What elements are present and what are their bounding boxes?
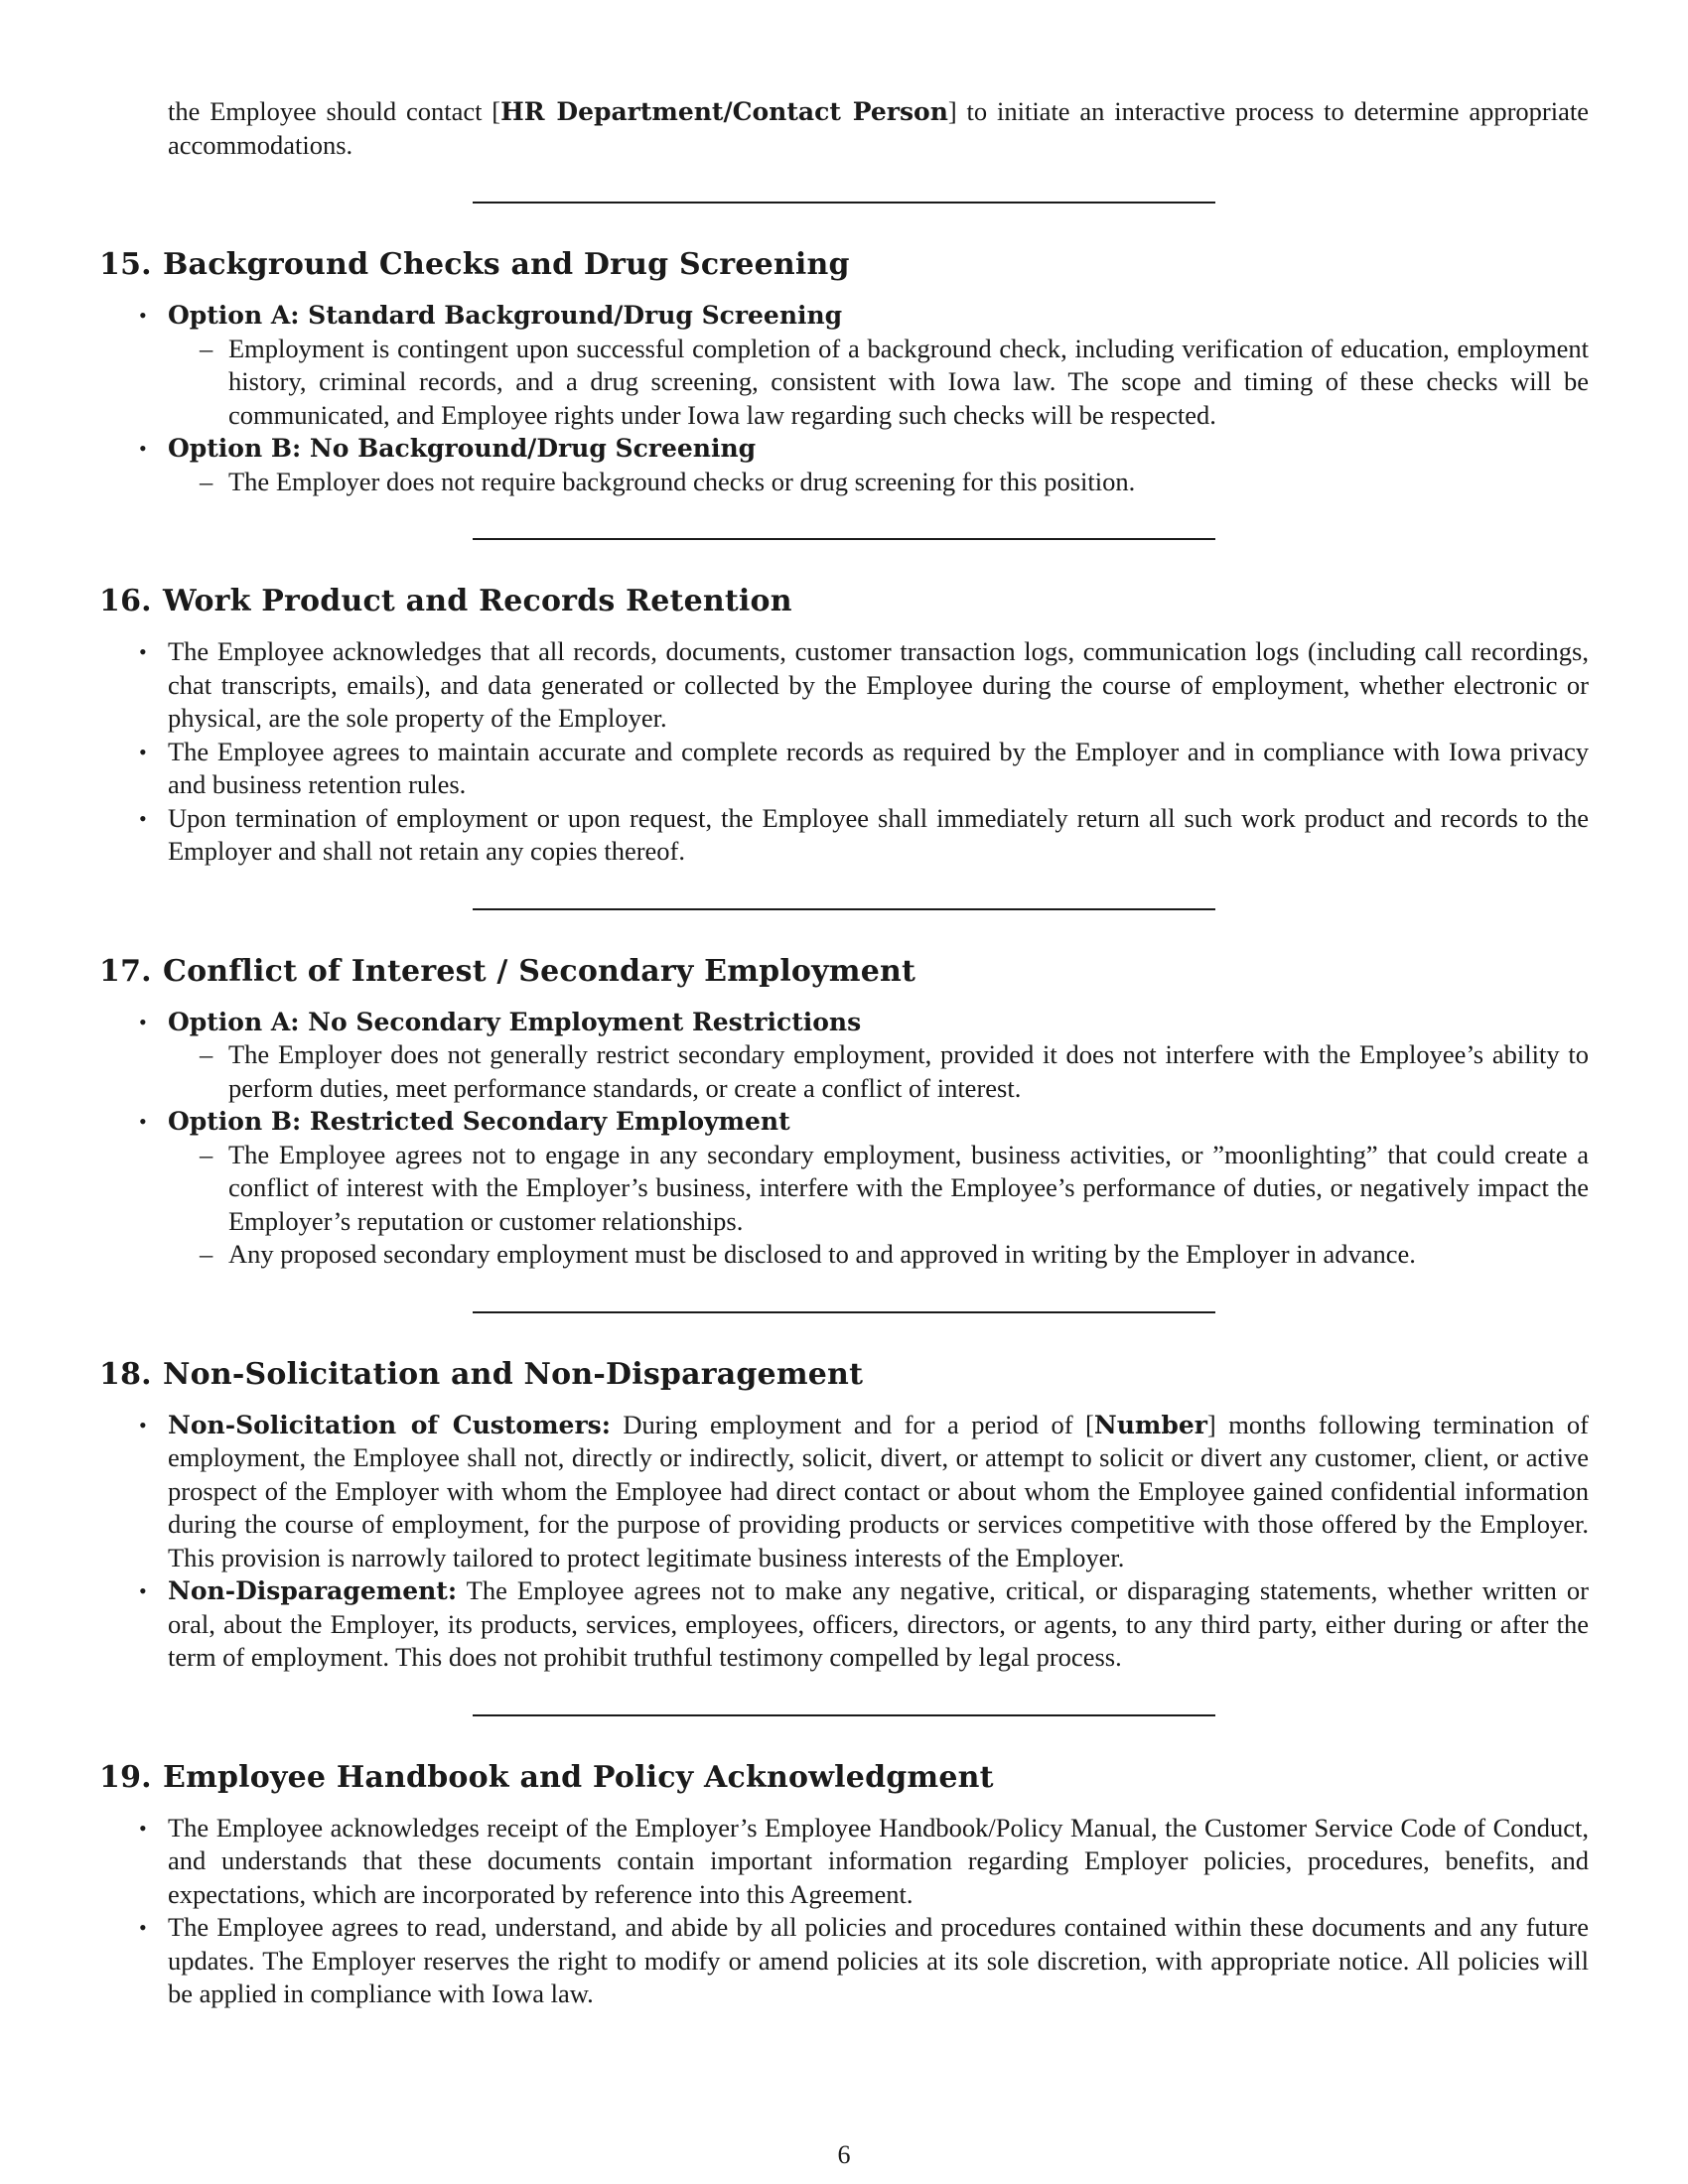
bullet-icon: •	[139, 1109, 147, 1134]
section-number: 17.	[99, 953, 152, 989]
page-number: 6	[837, 2140, 851, 2169]
section-title: Employee Handbook and Policy Acknowledgment	[163, 1759, 994, 1795]
item-label: Non-Disparagement:	[168, 1576, 458, 1605]
bullet-icon: •	[139, 1915, 147, 1940]
section-number: 16.	[99, 584, 152, 618]
list-item	[99, 299, 1589, 432]
list-item-text: During employment and for a period of [	[610, 1409, 1094, 1439]
section-18-list	[99, 1409, 1589, 1675]
option-label: Option A: No Secondary Employment Restrictions	[168, 1007, 862, 1036]
bullet-icon: •	[139, 639, 147, 664]
list-item	[99, 1105, 1589, 1272]
list-item	[99, 802, 1589, 869]
bullet-icon: •	[139, 436, 147, 461]
bullet-icon: •	[139, 303, 147, 328]
document-page	[99, 95, 1589, 2011]
section-title: Conflict of Interest / Secondary Employment	[163, 953, 916, 989]
section-19-list	[99, 1812, 1589, 2011]
section-number: 18.	[99, 1356, 152, 1392]
sub-list	[168, 333, 1589, 433]
section-number: 15.	[99, 247, 152, 282]
item-label: Non-Solicitation of Customers:	[168, 1410, 611, 1439]
option-label: Option B: Restricted Secondary Employment	[168, 1107, 790, 1136]
list-item	[99, 1911, 1589, 2011]
sub-list-item	[168, 466, 1589, 499]
dash-icon: –	[200, 1239, 213, 1269]
bullet-icon: •	[139, 1412, 147, 1437]
section-15-list	[99, 299, 1589, 498]
section-divider	[473, 202, 1215, 204]
bullet-icon: •	[139, 1578, 147, 1603]
list-item-text: The Employee acknowledges receipt of the Employer’s Employee Handbook/Policy Manual, the Customer Service Code of Conduct, and understands that these documents contain important information regarding Employer policies, procedures, benefits, and expectations, which are incorporated by reference into this Agreement.	[168, 1812, 1589, 1909]
list-item	[99, 635, 1589, 736]
section-title: Background Checks and Drug Screening	[163, 247, 850, 282]
list-item	[99, 1574, 1589, 1675]
sub-list	[168, 1038, 1589, 1105]
sub-list-item	[168, 1238, 1589, 1272]
sub-list-item	[168, 333, 1589, 433]
sub-item-text: The Employer does not generally restrict secondary employment, provided it does not interfere with the Employee’s ability to perform duties, meet performance standards, or create a conflict of interest.	[228, 1039, 1589, 1103]
list-item	[99, 1006, 1589, 1106]
list-item-text: The Employee agrees to maintain accurate and complete records as required by the Employer and in compliance with Iowa privacy and business retention rules.	[168, 736, 1589, 799]
section-17-list	[99, 1006, 1589, 1272]
section-17-heading	[99, 954, 1589, 990]
list-item	[99, 736, 1589, 802]
section-divider	[473, 908, 1215, 910]
section-number: 19.	[99, 1759, 152, 1795]
number-placeholder: Number	[1093, 1410, 1207, 1439]
hr-contact-placeholder: HR Department/Contact Person	[500, 97, 948, 126]
dash-icon: –	[200, 466, 213, 496]
sub-list-item	[168, 1038, 1589, 1105]
section-title: Work Product and Records Retention	[163, 584, 792, 618]
list-item-text: The Employee agrees to read, understand, and abide by all policies and procedures contained within these documents and any future updates. The Employer reserves the right to modify or amend policies at its sole discretion, with appropriate notice. All policies will be applied in compliance with Iowa law.	[168, 1912, 1589, 2008]
section-16-list	[99, 635, 1589, 869]
sub-item-text: The Employee agrees not to engage in any secondary employment, business activities, or ”moonlighting” that could create a conflict of interest with the Employer’s business, interfere with the Employee’s performance of duties, or negatively impact the Employer’s reputation or customer relationships.	[228, 1139, 1589, 1236]
option-label: Option B: No Background/Drug Screening	[168, 434, 757, 463]
intro-paragraph	[168, 95, 1589, 162]
dash-icon: –	[200, 1139, 213, 1169]
section-18-heading	[99, 1357, 1589, 1393]
section-19-heading	[99, 1760, 1589, 1796]
sub-item-text: Employment is contingent upon successful completion of a background check, including verification of education, employment history, criminal records, and a drug screening, consistent with Iowa law. The scope and timing of these checks will be communicated, and Employee rights under Iowa law regarding such checks will be respected.	[228, 333, 1589, 430]
bullet-icon: •	[139, 1815, 147, 1841]
section-divider	[473, 1311, 1215, 1313]
section-title: Non-Solicitation and Non-Disparagement	[163, 1356, 864, 1392]
list-item	[99, 432, 1589, 498]
list-item-text: The Employee agrees not to make any negative, critical, or disparaging statements, whether written or oral, about the Employer, its products, services, employees, officers, directors, or agents, to any third party, either during or after the term of employment. This does not prohibit truthful testimony compelled by legal process.	[168, 1575, 1589, 1672]
dash-icon: –	[200, 1039, 213, 1069]
sub-item-text: The Employer does not require background checks or drug screening for this position.	[228, 466, 1136, 496]
intro-text-before: the Employee should contact [	[168, 96, 501, 126]
section-15-heading	[99, 247, 1589, 283]
section-divider	[473, 1714, 1215, 1716]
list-item	[99, 1409, 1589, 1575]
dash-icon: –	[200, 333, 213, 363]
section-divider	[473, 538, 1215, 540]
list-item-text: Upon termination of employment or upon request, the Employee shall immediately return all such work product and records to the Employer and shall not retain any copies thereof.	[168, 802, 1589, 866]
list-item	[99, 1812, 1589, 1912]
list-item-text: The Employee acknowledges that all records, documents, customer transaction logs, communication logs (including call recordings, chat transcripts, emails), and data generated or collected by the Employee during the course of employment, whether electronic or physical, are the sole property of the Employer.	[168, 636, 1589, 733]
list-item-text: ] months following termination of employment, the Employee shall not, directly or indirectly, solicit, divert, or attempt to solicit or divert any customer, client, or active prospect of the Employer with whom the Employee had direct contact or about whom the Employee gained confidential information during the course of employment, for the purpose of providing products or services competitive with those offered by the Employer. This provision is narrowly tailored to protect legitimate business interests of the Employer.	[168, 1409, 1589, 1572]
sub-item-text: Any proposed secondary employment must be disclosed to and approved in writing by the Employer in advance.	[228, 1239, 1416, 1269]
intro-text-after: ] to initiate an interactive process to determine appropriate accommodations.	[168, 96, 1590, 160]
bullet-icon: •	[139, 805, 147, 831]
bullet-icon: •	[139, 1009, 147, 1034]
bullet-icon: •	[139, 739, 147, 764]
option-label: Option A: Standard Background/Drug Screening	[168, 301, 843, 330]
sub-list-item	[168, 1139, 1589, 1239]
sub-list	[168, 1139, 1589, 1272]
sub-list	[168, 466, 1589, 499]
section-16-heading	[99, 584, 1589, 619]
